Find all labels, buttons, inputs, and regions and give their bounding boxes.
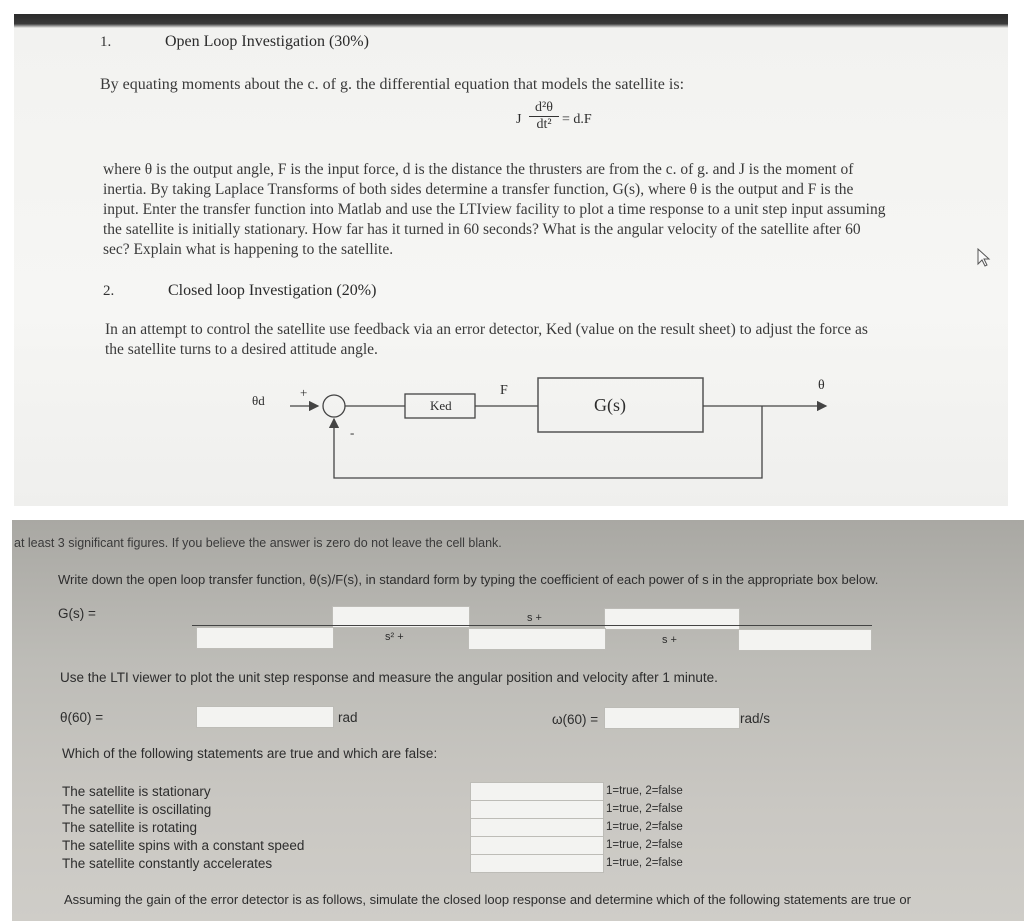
true-false-hint: 1=true, 2=false bbox=[606, 803, 683, 815]
output-label: θ bbox=[818, 378, 825, 393]
theta60-label: θ(60) = bbox=[60, 710, 104, 725]
true-false-question: Which of the following statements are true and which are false: bbox=[62, 746, 438, 761]
q1-line: where θ is the output angle, F is the input force, d is the distance the thrusters are from the c. of g. and J is the moment of bbox=[103, 161, 854, 178]
q1-title: Open Loop Investigation (30%) bbox=[165, 33, 369, 50]
gain-label: Ked bbox=[430, 398, 452, 413]
statement-answer-input[interactable] bbox=[470, 836, 604, 855]
true-false-hint: 1=true, 2=false bbox=[606, 839, 683, 851]
statement-answer-input[interactable] bbox=[470, 854, 604, 873]
statement: The satellite is rotating bbox=[62, 820, 198, 835]
instruction-lti-viewer: Use the LTI viewer to plot the unit step response and measure the angular position and velocity after 1 minute. bbox=[60, 670, 718, 685]
q2-line: the satellite turns to a desired attitude angle. bbox=[105, 341, 378, 358]
closing-instruction: Assuming the gain of the error detector is as follows, simulate the closed loop response and determine which of the following statements are true or bbox=[64, 892, 911, 907]
result-sheet-photo bbox=[12, 520, 1024, 921]
omega60-unit: rad/s bbox=[740, 711, 771, 726]
s-plus-numerator: s + bbox=[527, 612, 542, 624]
statement: The satellite spins with a constant speed bbox=[62, 838, 305, 853]
statement: The satellite is oscillating bbox=[62, 802, 212, 817]
summing-junction bbox=[323, 395, 345, 417]
gs-label: G(s) = bbox=[58, 606, 96, 621]
statement-answer-input[interactable] bbox=[470, 800, 604, 819]
omega60-input[interactable] bbox=[604, 707, 740, 729]
q1-number: 1. bbox=[100, 34, 112, 50]
plant-label: G(s) bbox=[594, 395, 626, 415]
eq-left: J bbox=[516, 112, 522, 127]
omega60-label: ω(60) = bbox=[552, 712, 599, 727]
sheet-top-note: at least 3 significant figures. If you believe the answer is zero do not leave the cell blank. bbox=[14, 536, 502, 550]
true-false-hint: 1=true, 2=false bbox=[606, 857, 683, 869]
true-false-hint: 1=true, 2=false bbox=[606, 821, 683, 833]
q1-line: input. Enter the transfer function into Matlab and use the LTIview facility to plot a time response to a unit step input assuming bbox=[103, 201, 886, 218]
q1-line: inertia. By taking Laplace Transforms of both sides determine a transfer function, G(s), where θ is the output and F is the bbox=[103, 181, 854, 198]
tf-fraction-bar bbox=[192, 625, 872, 626]
theta60-unit: rad bbox=[338, 710, 358, 725]
s-coefficient-input[interactable] bbox=[468, 628, 606, 650]
s-plus-denominator: s + bbox=[662, 634, 677, 646]
force-label: F bbox=[500, 383, 508, 398]
plus-sign: + bbox=[300, 385, 308, 400]
theta60-input[interactable] bbox=[196, 706, 334, 728]
q1-intro: By equating moments about the c. of g. the differential equation that models the satellite is: bbox=[100, 76, 685, 93]
feedback-path bbox=[334, 406, 762, 478]
eq-right: = d.F bbox=[562, 112, 592, 127]
eq-numerator: d²θ bbox=[535, 100, 553, 115]
s2-coefficient-input[interactable] bbox=[196, 627, 334, 649]
instruction-transfer-function: Write down the open loop transfer function, θ(s)/F(s), in standard form by typing the coefficient of each power of s in the appropriate box below. bbox=[58, 572, 879, 587]
statement: The satellite constantly accelerates bbox=[62, 856, 273, 871]
statement-answer-input[interactable] bbox=[470, 818, 604, 837]
statement: The satellite is stationary bbox=[62, 784, 211, 799]
s2-term: s² + bbox=[385, 631, 404, 643]
denominator-constant-input[interactable] bbox=[738, 629, 872, 651]
numerator-constant-input[interactable] bbox=[604, 608, 740, 630]
q1-line: sec? Explain what is happening to the satellite. bbox=[103, 241, 394, 258]
minus-sign: - bbox=[350, 425, 355, 440]
input-label: θd bbox=[252, 393, 265, 408]
q2-title: Closed loop Investigation (20%) bbox=[168, 282, 377, 299]
q2-number: 2. bbox=[103, 283, 115, 299]
eq-denominator: dt² bbox=[536, 117, 552, 132]
q2-line: In an attempt to control the satellite use feedback via an error detector, Ked (value on the result sheet) to adjust the force as bbox=[105, 321, 868, 338]
q1-line: the satellite is initially stationary. How far has it turned in 60 seconds? What is the angular velocity of the satellite after 60 bbox=[103, 221, 861, 238]
true-false-hint: 1=true, 2=false bbox=[606, 785, 683, 797]
statement-answer-input[interactable] bbox=[470, 782, 604, 801]
